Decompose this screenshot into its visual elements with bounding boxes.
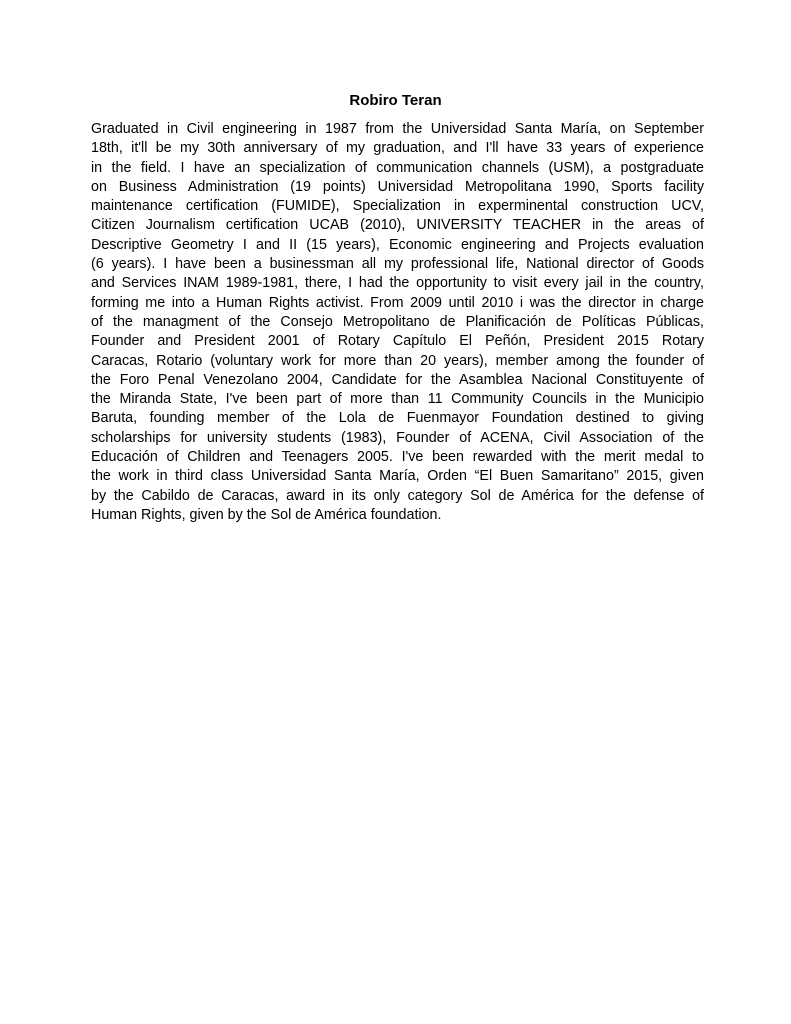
paragraph-line: forming me into a Human Rights activist. From 2009 until 2010 i was the director in charge xyxy=(91,294,704,311)
paragraph-line: the work in third class Universidad Santa María, Orden “El Buen Samaritano” 2015, given xyxy=(91,468,704,485)
paragraph-line: Citizen Journalism certification UCAB (2010), UNIVERSITY TEACHER in the areas of xyxy=(91,217,704,234)
paragraph-line: scholarships for university students (1983), Founder of ACENA, Civil Association of the xyxy=(91,429,704,446)
paragraph-line: Educación of Children and Teenagers 2005. I've been rewarded with the merit medal to xyxy=(91,449,704,466)
document-title: Robiro Teran xyxy=(349,92,442,109)
paragraph-line: of the managment of the Consejo Metropolitano de Planificación de Políticas Públicas, xyxy=(91,313,704,330)
paragraph-line: Graduated in Civil engineering in 1987 from the Universidad Santa María, on September xyxy=(91,121,704,137)
paragraph-line: Human Rights, given by the Sol de América foundation. xyxy=(91,506,442,523)
paragraph-line: 18th, it'll be my 30th anniversary of my graduation, and I'll have 33 years of experience xyxy=(91,140,704,157)
paragraph-line: (6 years). I have been a businessman all my professional life, National director of Goods xyxy=(91,256,704,273)
biography-paragraph xyxy=(91,120,704,525)
paragraph-line: the Miranda State, I've been part of more than 11 Community Councils in the Municipio xyxy=(91,391,704,408)
paragraph-line: Founder and President 2001 of Rotary Capítulo El Peñón, President 2015 Rotary xyxy=(91,333,704,350)
paragraph-line: the Foro Penal Venezolano 2004, Candidate for the Asamblea Nacional Constituyente of xyxy=(91,371,704,388)
paragraph-line: on Business Administration (19 points) Universidad Metropolitana 1990, Sports facility xyxy=(91,178,704,195)
paragraph-line: Descriptive Geometry I and II (15 years), Economic engineering and Projects evaluation xyxy=(91,236,704,253)
paragraph-line: Baruta, founding member of the Lola de Fuenmayor Foundation destined to giving xyxy=(91,410,704,427)
paragraph-line: Caracas, Rotario (voluntary work for more than 20 years), member among the founder of xyxy=(91,352,704,369)
paragraph-line: and Services INAM 1989-1981, there, I had the opportunity to visit every jail in the country, xyxy=(91,275,704,292)
paragraph-line: in the field. I have an specialization of communication channels (USM), a postgraduate xyxy=(91,159,704,176)
paragraph-line: maintenance certification (FUMIDE), Specialization in experminental construction UCV, xyxy=(91,198,704,215)
paragraph-line: by the Cabildo de Caracas, award in its only category Sol de América for the defense of xyxy=(91,487,704,504)
